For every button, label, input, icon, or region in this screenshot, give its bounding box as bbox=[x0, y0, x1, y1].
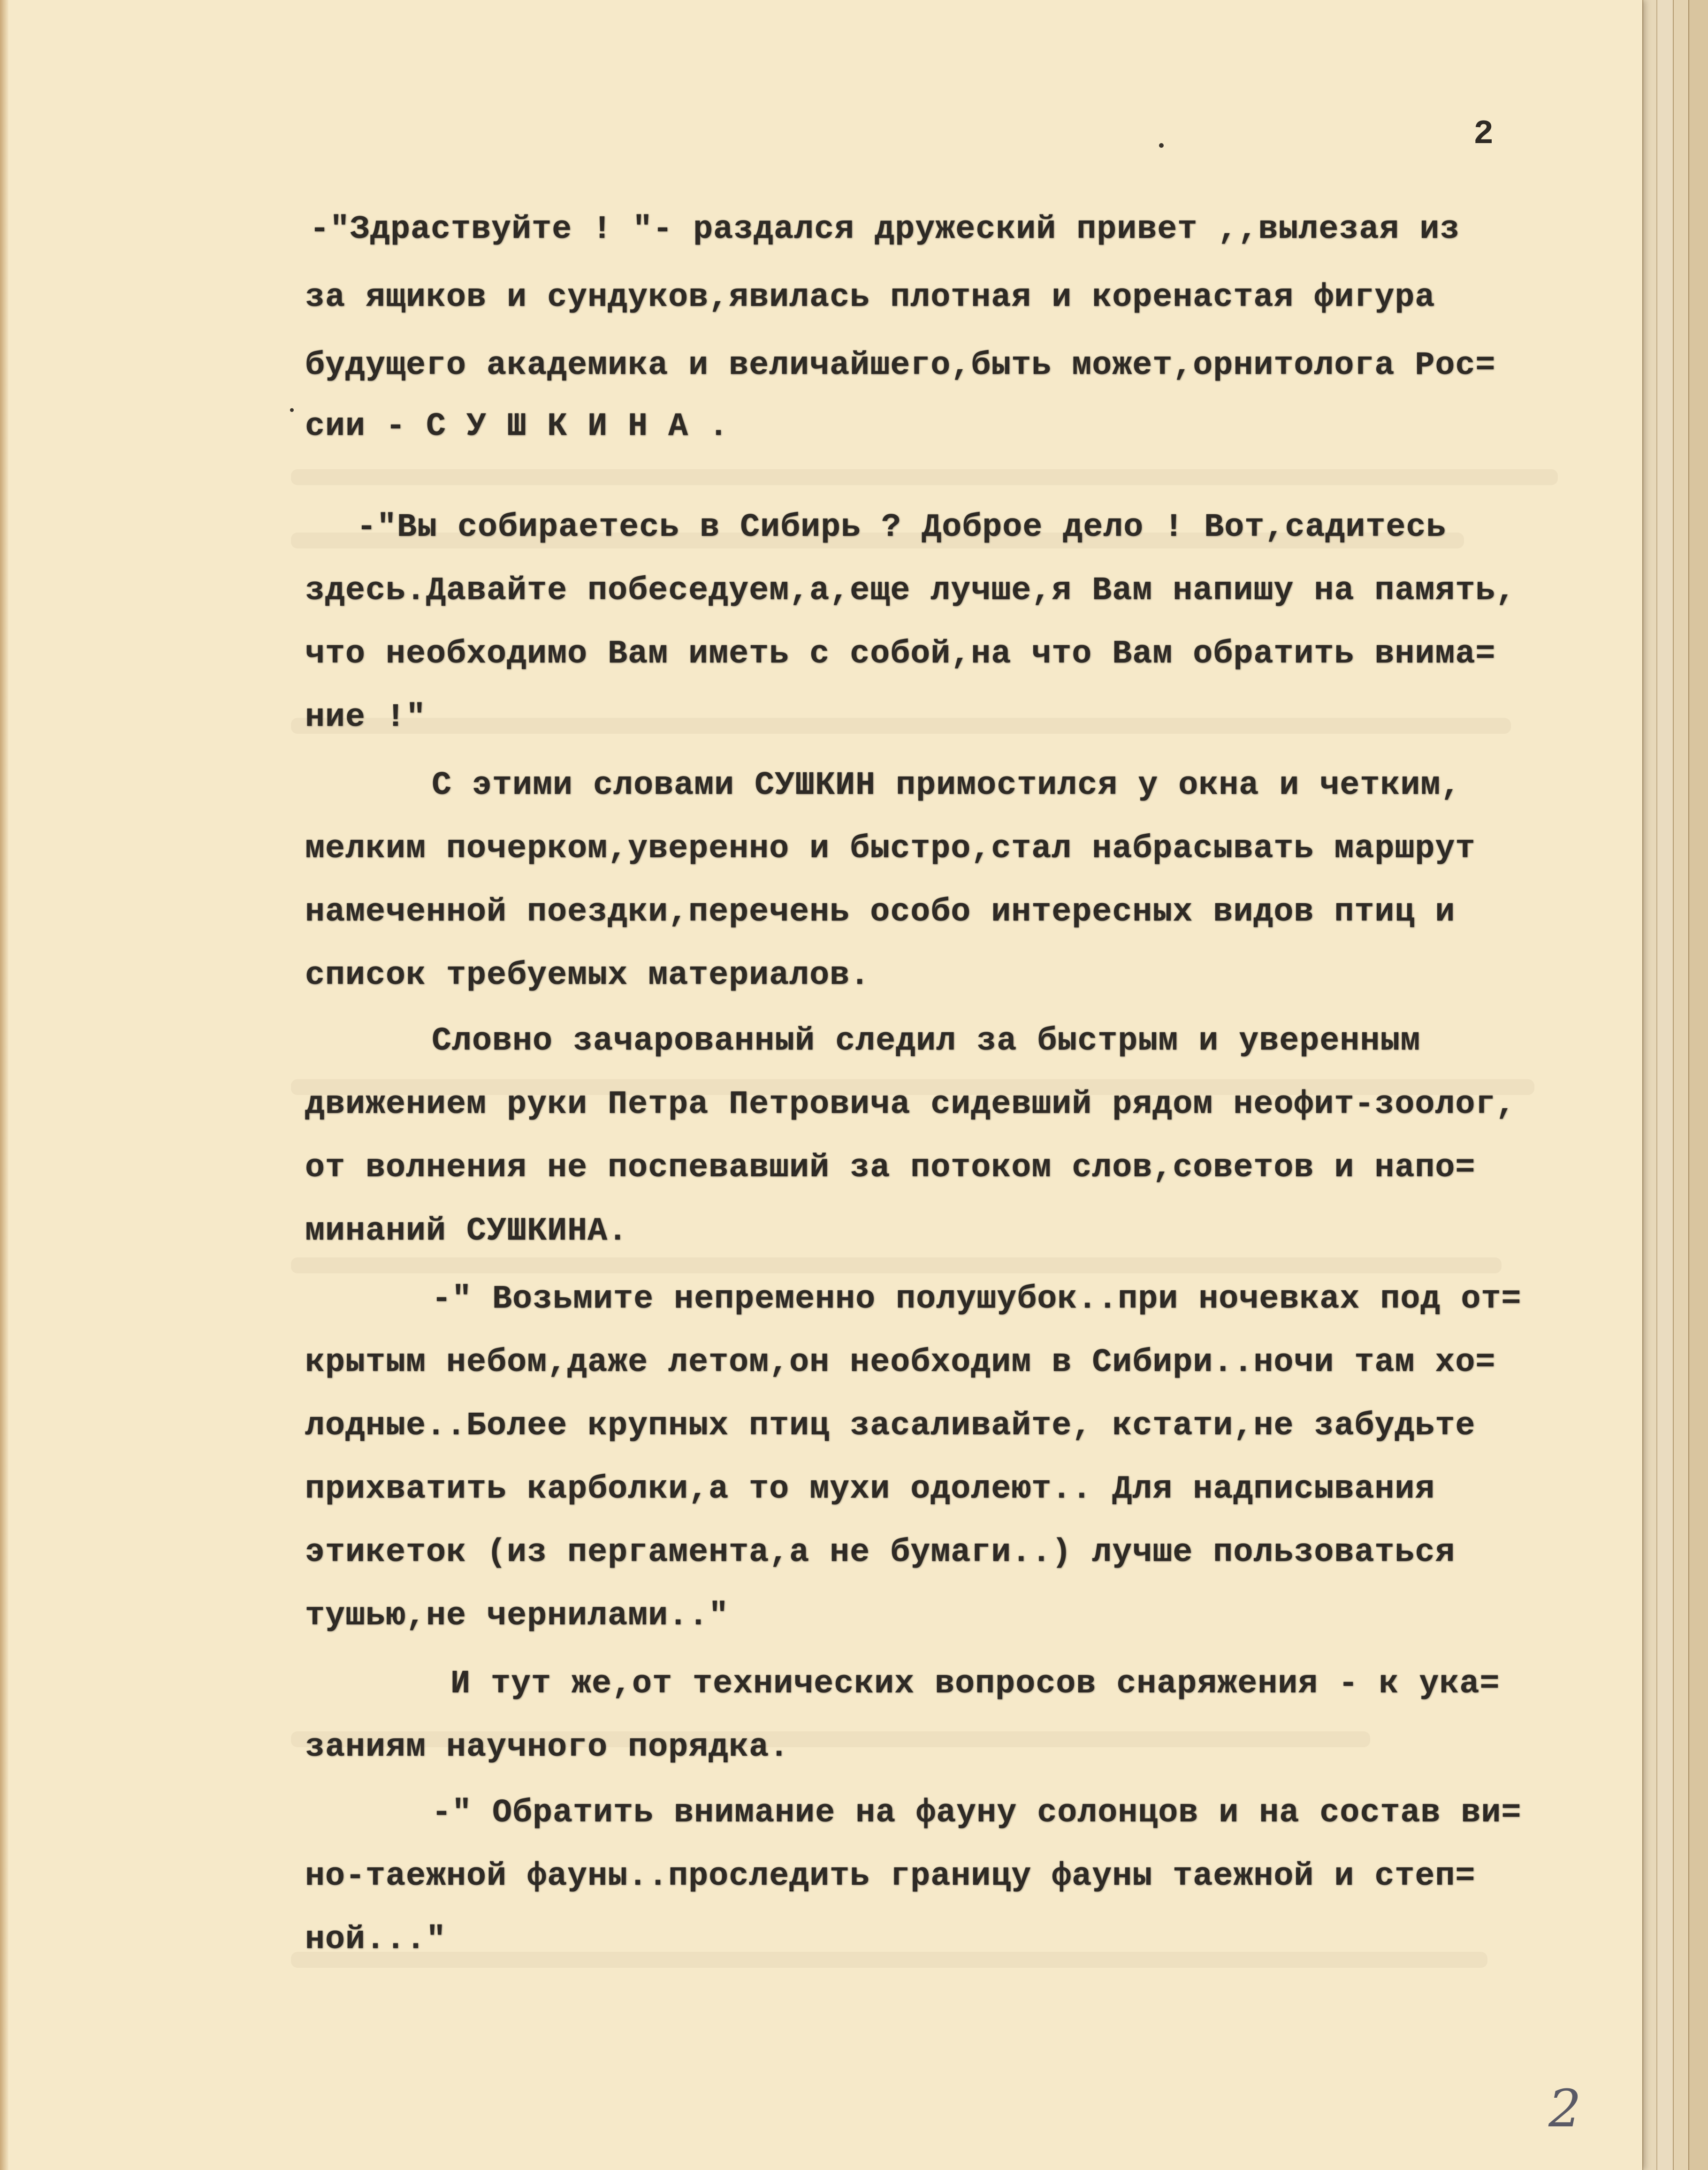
text-line: заниям научного порядка. bbox=[305, 1729, 790, 1766]
text-line: -"Здраствуйте ! "- раздался дружеский привет ,,вылезая из bbox=[310, 211, 1460, 248]
text-line: -"Вы собираетесь в Сибирь ? Доброе дело ! Вот,садитесь bbox=[357, 509, 1447, 546]
text-line: этикеток (из пергамента,а не бумаги..) лучше пользоваться bbox=[305, 1534, 1456, 1571]
text-line: за ящиков и сундуков,явилась плотная и коренастая фигура bbox=[305, 279, 1435, 316]
text-line: Словно зачарованный следил за быстрым и уверенным bbox=[432, 1023, 1421, 1060]
handwritten-archive-number: 2 bbox=[1548, 2079, 1581, 2139]
ink-speck bbox=[1159, 143, 1164, 148]
ink-speck bbox=[290, 408, 294, 412]
bleed-through-mark bbox=[291, 1257, 1502, 1273]
text-line: здесь.Давайте побеседуем,а,еще лучше,я Вам напишу на память, bbox=[305, 572, 1516, 609]
text-line: намеченной поездки,перечень особо интересных видов птиц и bbox=[305, 894, 1456, 931]
text-line: прихватить карболки,а то мухи одолеют.. Для надписывания bbox=[305, 1471, 1435, 1508]
page-number: 2 bbox=[1473, 115, 1494, 153]
text-line: движением руки Петра Петровича сидевший рядом неофит-зоолог, bbox=[305, 1086, 1516, 1123]
bleed-through-mark bbox=[291, 1952, 1487, 1968]
text-line: ной..." bbox=[305, 1921, 447, 1958]
text-line: -" Возьмите непременно полушубок..при ночевках под от= bbox=[432, 1281, 1522, 1318]
text-line: крытым небом,даже летом,он необходим в Сибири..ночи там хо= bbox=[305, 1344, 1496, 1381]
page-binding-edge bbox=[0, 0, 8, 2170]
text-line: И тут же,от технических вопросов снаряжения - к ука= bbox=[450, 1666, 1500, 1703]
text-line: но-таежной фауны..проследить границу фауны таежной и степ= bbox=[305, 1858, 1476, 1895]
text-line: С этими словами СУШКИН примостился у окна и четким, bbox=[432, 767, 1461, 804]
text-line: лодные..Более крупных птиц засаливайте, кстати,не забудьте bbox=[305, 1408, 1476, 1445]
text-line: будущего академика и величайшего,быть может,орнитолога Рос= bbox=[305, 347, 1496, 384]
text-line: ние !" bbox=[305, 699, 427, 736]
underlying-sheet-edge bbox=[1688, 0, 1708, 2170]
text-line: сии - С У Ш К И Н А . bbox=[305, 408, 729, 445]
text-line: минаний СУШКИНА. bbox=[305, 1213, 628, 1250]
text-line: -" Обратить внимание на фауну солонцов и на состав ви= bbox=[432, 1795, 1522, 1832]
text-line: от волнения не поспевавший за потоком слов,советов и напо= bbox=[305, 1150, 1476, 1187]
text-line: мелким почерком,уверенно и быстро,стал набрасывать маршрут bbox=[305, 830, 1476, 868]
bleed-through-mark bbox=[291, 469, 1558, 485]
text-line: тушью,не чернилами.." bbox=[305, 1598, 729, 1635]
bleed-through-mark bbox=[291, 718, 1511, 734]
text-line: что необходимо Вам иметь с собой,на что Вам обратить внима= bbox=[305, 636, 1496, 673]
text-line: список требуемых материалов. bbox=[305, 957, 870, 994]
